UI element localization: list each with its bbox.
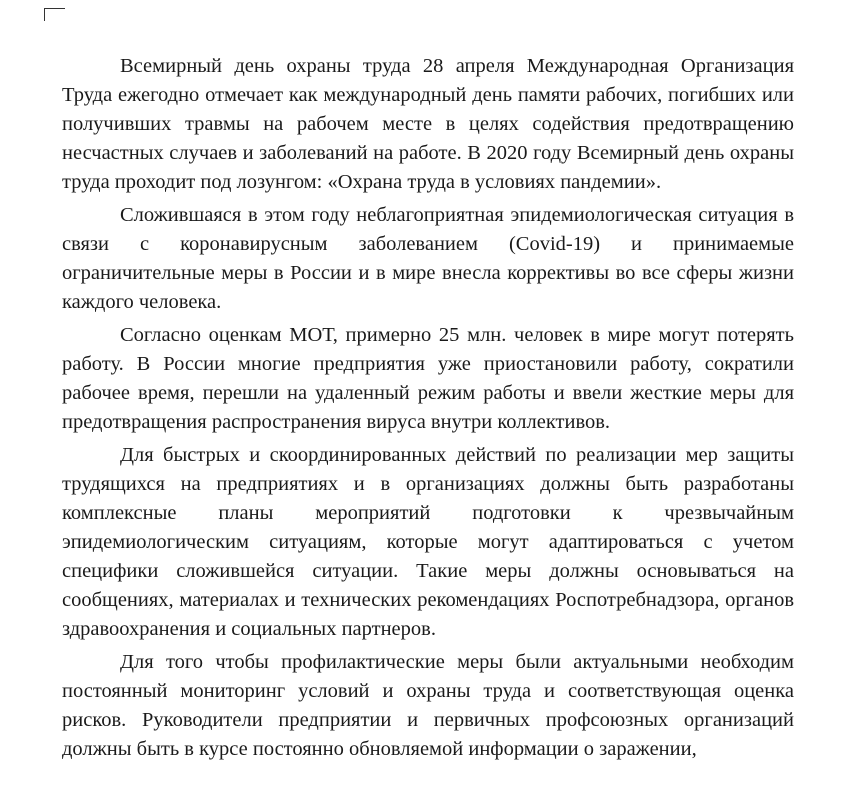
scan-corner-mark [44, 8, 65, 21]
document-body [62, 52, 794, 768]
paragraph-4: Для быстрых и скоординированных действий по реализации мер защиты трудящихся на предприятиях и в организациях должны быть разработаны комплексные планы мероприятий подготовки к чрезвычайным эпидемиологическим ситуациям, которые могут адаптироваться с учетом специфики сложившейся ситуации. Такие меры должны основываться на сообщениях, материалах и технических рекомендациях Роспотребнадзора, органов здравоохранения и социальных партнеров. [62, 444, 794, 640]
paragraph-3: Согласно оценкам МОТ, примерно 25 млн. человек в мире могут потерять работу. В России многие предприятия уже приостановили работу, сократили рабочее время, перешли на удаленный режим работы и ввели жесткие меры для предотвращения распространения вируса внутри коллективов. [62, 324, 794, 433]
paragraph-5: Для того чтобы профилактические меры были актуальными необходим постоянный мониторинг условий и охраны труда и соответствующая оценка рисков. Руководители предприятии и первичных профсоюзных организаций должны быть в курсе постоянно обновляемой информации о заражении, [62, 651, 794, 760]
paragraph-1: Всемирный день охраны труда 28 апреля Международная Организация Труда ежегодно отмечает как международный день памяти рабочих, погибших или получивших травмы на рабочем месте в целях содействия предотвращению несчастных случаев и заболеваний на работе. В 2020 году Всемирный день охраны труда проходит под лозунгом: «Охрана труда в условиях пандемии». [62, 55, 794, 193]
paragraph-2: Сложившаяся в этом году неблагоприятная эпидемиологическая ситуация в связи с коронавирусным заболеванием (Covid-19) и принимаемые ограничительные меры в России и в мире внесла коррективы во все сферы жизни каждого человека. [62, 204, 794, 313]
